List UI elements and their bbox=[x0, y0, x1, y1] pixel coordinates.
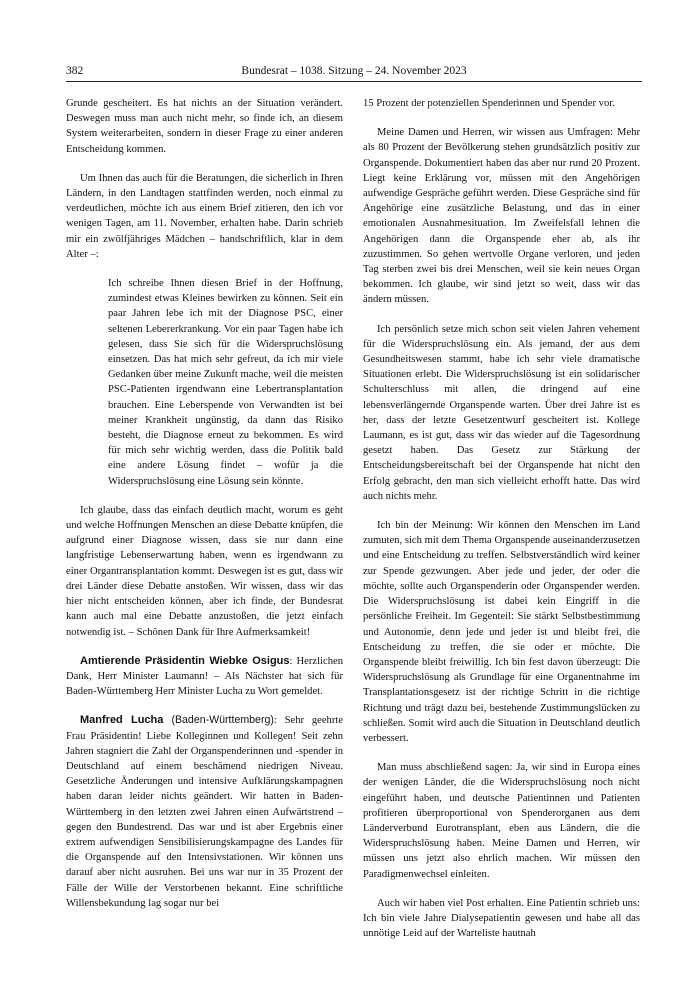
header-rule bbox=[66, 81, 642, 82]
paragraph: Ich glaube, dass das einfach deutlich macht, worum es geht und welche Hoffnungen Menschen an diese Debatte knüpfen, die aufgrund einer Diagnose wissen, dass sie nur dann eine langfristige Lebenserwartung haben, wenn es irgendwann zu einer Organtransplantation kommt. Deswegen ist es gut, dass wir drei Länder diese Debatte anstoßen. Wir wissen, dass wir das hier nicht entscheiden können, aber ich finde, der Bundesrat kann auch mal eine Debatte anzustoßen, die jetzt einfach notwendig ist. – Schönen Dank für Ihre Aufmerksamkeit! bbox=[66, 504, 343, 638]
paragraph: Ich persönlich setze mich schon seit vielen Jahren vehement für die Widerspruchslösung ein. Als jemand, der aus dem Gesundheitswesen stammt, habe ich sehr viele dramatische Situationen erlebt. Die Widerspruchslösung ist ein solidarischer Schulterschluss mit allen, die dringend auf eine lebensverlängernde Organspende warten. Über drei Jahre ist es her, dass der letzte Gesetzentwurf gescheitert ist. Kollege Laumann, es ist gut, dass wir das wieder auf die Tagesordnung gesetzt haben. Das Gesetz zur Stärkung der Entscheidungsbereitschaft bei der Organspende hat nicht den Erfolg gebracht, den man sich vielleicht erhofft hatte. Das wird auch nichts mehr. bbox=[363, 323, 640, 502]
right-column bbox=[363, 96, 640, 955]
page-number: 382 bbox=[66, 65, 84, 77]
paragraph: Meine Damen und Herren, wir wissen aus Umfragen: Mehr als 80 Prozent der Bevölkerung stehen grundsätzlich positiv zur Organspende. Dokumentiert haben das aber nur rund 20 Prozent. Liegt keine Erklärung vor, müssen mit den Angehörigen aufwendige Gespräche geführt werden. Diese Gespräche sind für Angehörige eine zusätzliche Belastung, und das in einer emotionalen Ausnahmesituation. Im Zweifelsfall lehnen die Angehörigen dann die Organspende eher ab, als ihr zuzustimmen. So gehen wertvolle Organe verloren, und jeden Tag sterben zwei bis drei Menschen, weil sie kein neues Organ bekommen. Ich glaube, wir sind jetzt so weit, dass wir das ändern müssen. bbox=[363, 127, 640, 306]
letter-quote: Ich schreibe Ihnen diesen Brief in der Hoffnung, zumindest etwas Kleines bewirken zu können. Seit ein paar Jahren lebe ich mit der Diagnose PSC, einer seltenen Lebererkrankung. Vor ein paar Tagen habe ich gelesen, dass Sie sich für die Widerspruchslösung einsetzen. Das hat mich sehr gefreut, da ich mir viele Gedanken über meine Zukunft mache, weil die meisten PSC-Patienten irgendwann eine Lebertransplantation brauchen. Eine Leberspende von Verwandten ist bei meiner Krankheit ungünstig, da dann das Risiko besteht, die Diagnose erneut zu bekommen. Es wird für mich sehr wichtig werden, dass die Politik bald eine andere Lösung findet – wofür ja die Widerspruchslösung eine Lösung sein könnte. bbox=[108, 278, 343, 487]
paragraph: 15 Prozent der potenziellen Spenderinnen und Spender vor. bbox=[363, 98, 615, 109]
speaker-name: Manfred Lucha bbox=[80, 714, 164, 727]
speaker-paragraph bbox=[66, 654, 343, 700]
running-title: Bundesrat – 1038. Sitzung – 24. November 2023 bbox=[241, 65, 467, 77]
speech-text: : Herzlichen Dank, Herr Minister Laumann! – Als Nächster hat sich für Baden-Württemberg Herr Minister Lucha zu Wort gemeldet. bbox=[66, 655, 343, 698]
left-column bbox=[66, 96, 343, 925]
speech-text: : Sehr geehrte Frau Präsidentin! Liebe Kolleginnen und Kollegen! Seit zehn Jahren stagniert die Zahl der Organspenderinnen und -spender in Deutschland auf einem beschämend niedrigen Niveau. Gesetzliche Änderungen und intensive Aufklärungskampagnen haben daran leider nichts geändert. Wir hatten in Baden-Württemberg in den letzten zwei Jahren einen Aufwärtstrend – gegen den Bundestrend. Das war und ist aber Ergebnis einer extrem aufwendigen Sensibilisierungskampagne des Landes für die Organspende auf den Intensivstationen. Wir können uns darauf aber nicht ausruhen. Bei uns war nur in 35 Prozent der Fälle der Wille der Verstorbenen bekannt. Eine schriftliche Willensbekundung lag sogar nur bei bbox=[66, 715, 344, 909]
speaker-name: Amtierende Präsidentin Wiebke Osigus bbox=[80, 654, 290, 667]
paragraph: Auch wir haben viel Post erhalten. Eine Patientin schrieb uns: Ich bin viele Jahre Dialysepatientin gewesen und habe all das unnötige Leid auf der Warteliste hautnah bbox=[363, 897, 640, 940]
running-header bbox=[66, 64, 642, 82]
paragraph: Um Ihnen das auch für die Beratungen, die sicherlich in Ihren Ländern, in den Landtagen stattfinden werden, noch einmal zu verdeutlichen, möchte ich aus einem Brief zitieren, den ich vor wenigen Tagen, am 11. November, erhalten habe. Darin schrieb mir ein zwölfjähriges Mädchen – handschriftlich, klar in dem Alter –: bbox=[66, 172, 343, 260]
paragraph: Ich bin der Meinung: Wir können den Menschen im Land zumuten, sich mit dem Thema Organspende auseinanderzusetzen und eine Entscheidung zu treffen. Selbstverständlich wird keiner zur Spende gezwungen. Aber jede und jeder, der oder die möchte, sollte auch Organspenderin oder Organspender werden. Die Widerspruchslösung ist dabei kein Eingriff in die persönliche Freiheit. Im Gegenteil: Sie stärkt Selbstbestimmung und Autonomie, denn jede und jeder ist und bleibt frei, die Entscheidung zu treffen, die sie oder er möchte. Die Organspende bleibt freiwillig. Ich bin fest davon überzeugt: Die Widerspruchslösung als Grundlage für eine Organentnahme im Transplantationsgesetz ist der richtige Schritt in die richtige Richtung und trägt dazu bei, bestehende Zustimmungslücken zu schließen. Somit wird auch die Situation in Deutschland deutlich verbessert. bbox=[363, 520, 640, 744]
paragraph: Grunde gescheitert. Es hat nichts an der Situation verändert. Deswegen muss man auch nicht mehr, so finde ich, an diesem System weiterarbeiten, sondern in dieser Frage zu einer anderen Entscheidung kommen. bbox=[66, 98, 343, 155]
speaker-paragraph bbox=[66, 713, 343, 911]
paragraph: Man muss abschließend sagen: Ja, wir sind in Europa eines der wenigen Länder, die die Widerspruchslösung noch nicht eingeführt haben, und deutsche Patientinnen und Patienten profitieren überproportional von Spenderorganen aus dem Länderverbund Eurotransplant, eben aus Ländern, die die Widerspruchslösung haben. Meine Damen und Herren, wir müssen uns jetzt also ehrlich machen. Wir müssen den Paradigmenwechsel einleiten. bbox=[363, 762, 640, 880]
speaker-affiliation: (Baden-Württemberg) bbox=[163, 714, 274, 727]
